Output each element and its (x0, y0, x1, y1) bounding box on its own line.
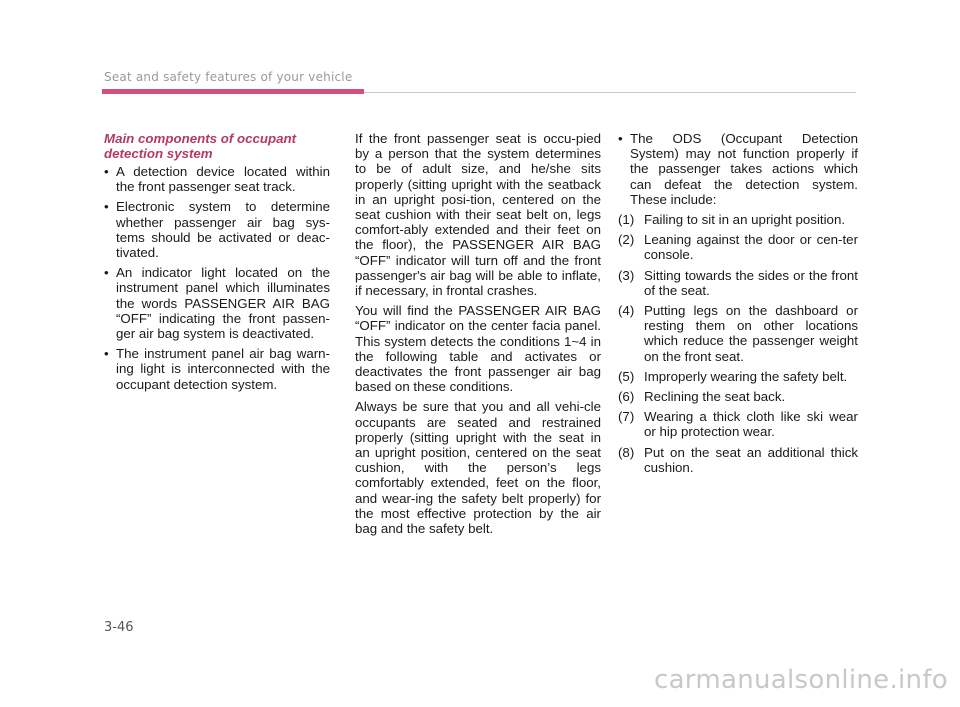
bullet-text: The instrument panel air bag warn-ing light is interconnected with the occupant detection system. (116, 346, 330, 392)
bullet-item (104, 199, 330, 260)
body-paragraph: Always be sure that you and all vehi-cle occupants are seated and restrained properly (sitting upright with the seat in an upright position, centered on the seat cushion, with the person’s legs comfortably extended, feet on the floor, and wear-ing the safety belt properly) for the most effective protection by the air bag and the safety belt. (355, 399, 601, 537)
numbered-item (618, 212, 858, 227)
bullet-text: A detection device located within the front passenger seat track. (116, 164, 330, 195)
numbered-item (618, 445, 858, 475)
item-number: (8) (618, 444, 635, 460)
numbered-item (618, 369, 858, 384)
item-number: (6) (618, 389, 635, 405)
section-accent-rule (102, 89, 364, 94)
column-middle (355, 131, 601, 541)
item-text: Leaning against the door or cen-ter console. (644, 232, 858, 263)
bullet-text: An indicator light located on the instrument panel which illuminates the words PASSENGER AIR BAG “OFF” indicating the front passen-ger air bag system is deactivated. (116, 265, 330, 342)
item-text: Putting legs on the dashboard or resting them on other locations which reduce the passenger weight on the front seat. (644, 303, 858, 364)
item-text: Put on the seat an additional thick cushion. (644, 444, 858, 475)
item-number: (2) (618, 232, 635, 248)
numbered-item (618, 303, 858, 364)
item-number: (5) (618, 368, 635, 384)
item-number: (3) (618, 267, 635, 283)
bullet-dot-icon: • (618, 131, 623, 146)
bullet-text: The ODS (Occupant Detection System) may not function properly if the passenger takes actions which can defeat the detection system. These include: (630, 131, 858, 207)
bullet-dot-icon: • (104, 164, 109, 179)
bullet-item (104, 265, 330, 341)
item-text: Improperly wearing the safety belt. (644, 368, 848, 384)
bullet-dot-icon: • (104, 199, 109, 215)
item-number: (7) (618, 409, 635, 425)
section-title: Seat and safety features of your vehicle (104, 70, 353, 84)
body-paragraph: If the front passenger seat is occu-pied by a person that the system determines to be of adult size, and he/she sits properly (sitting upright with the seatback in an upright posi-tion, centered on the seat cushion with their seat belt on, legs comfort-ably extended and their feet on the floor), the PASSENGER AIR BAG “OFF” indicator will turn off and the front passenger's air bag will be able to inflate, if necessary, in frontal crashes. (355, 131, 601, 299)
bullet-dot-icon: • (104, 346, 109, 362)
numbered-item (618, 389, 858, 404)
item-number: (4) (618, 303, 635, 319)
column-left (104, 131, 330, 397)
item-text: Failing to sit in an upright position. (644, 212, 846, 228)
watermark: carmanualsonline.info (653, 665, 948, 695)
item-text: Wearing a thick cloth like ski wear or hip protection wear. (644, 409, 858, 440)
body-paragraph: You will find the PASSENGER AIR BAG “OFF” indicator on the center facia panel. This system detects the conditions 1~4 in the following table and activates or deactivates the front passenger air bag based on these conditions. (355, 303, 601, 395)
column-right (618, 131, 858, 480)
bullet-item (618, 131, 858, 207)
numbered-item (618, 409, 858, 439)
bullet-text: Electronic system to determine whether passenger air bag sys-tems should be activated or deac-tivated. (116, 199, 330, 261)
subheading: Main components of occupant detection system (104, 131, 297, 161)
numbered-item (618, 232, 858, 262)
item-text: Sitting towards the sides or the front of the seat. (644, 267, 858, 298)
bullet-item (104, 164, 330, 194)
item-number: (1) (618, 212, 635, 228)
bullet-dot-icon: • (104, 265, 109, 281)
item-text: Reclining the seat back. (644, 389, 786, 405)
page-number: 3-46 (104, 620, 134, 635)
bullet-item (104, 346, 330, 392)
numbered-item (618, 268, 858, 298)
section-divider-rule (364, 92, 856, 93)
